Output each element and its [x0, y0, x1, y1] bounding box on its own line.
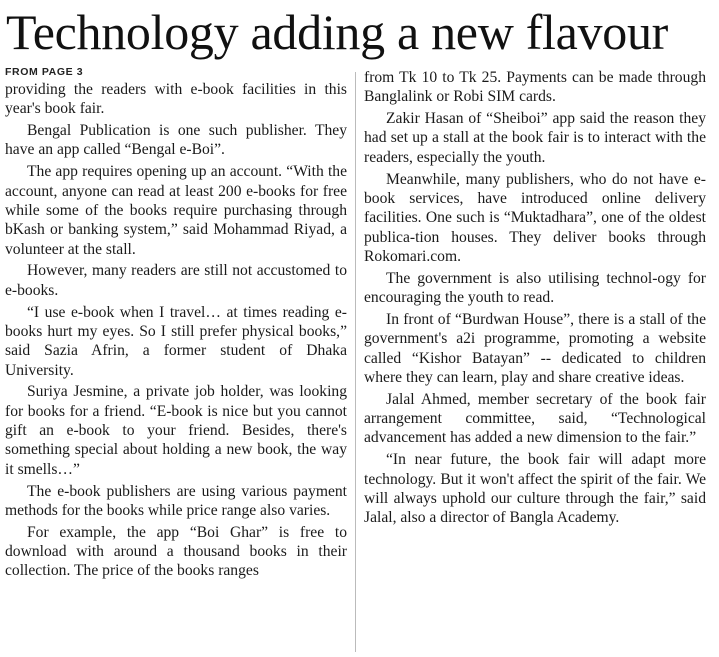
paragraph: “I use e-book when I travel… at times reading e-books hurt my eyes. So I still prefer physical books,” said Sazia Afrin, a former student of Dhaka University.	[5, 303, 347, 379]
headline: Technology adding a new flavour	[6, 4, 668, 60]
paragraph: In front of “Burdwan House”, there is a stall of the government's a2i programme, promoting a website called “Kishor Batayan” -- dedicated to children where they can learn, play and share creative ideas.	[364, 310, 706, 386]
paragraph: However, many readers are still not accustomed to e-books.	[5, 262, 347, 299]
paragraph: “In near future, the book fair will adapt more technology. But it won't affect the spirit of the fair. We will always uphold our culture through the fair,” said Jalal, also a director of Bangla Academy.	[364, 451, 706, 527]
paragraph: providing the readers with e-book facilities in this year's book fair.	[5, 81, 347, 118]
paragraph: from Tk 10 to Tk 25. Payments can be made through Banglalink or Robi SIM cards.	[364, 69, 706, 106]
article-column-right	[364, 68, 706, 530]
paragraph: Meanwhile, many publishers, who do not have e-book services, have introduced online delivery facilities. One such is “Muktadhara”, one of the oldest publica-tion houses. They deliver books through Rokomari.com.	[364, 170, 706, 265]
paragraph: The e-book publishers are using various payment methods for the books while price range also varies.	[5, 482, 347, 519]
paragraph: The government is also utilising technol-ogy for encouraging the youth to read.	[364, 269, 706, 307]
paragraph: For example, the app “Boi Ghar” is free to download with around a thousand books in their collection. The price of the books ranges	[5, 523, 347, 580]
paragraph: Jalal Ahmed, member secretary of the book fair arrangement committee, said, “Technological advancement has added a new dimension to the fair.”	[364, 390, 706, 447]
paragraph: Suriya Jesmine, a private job holder, was looking for books for a friend. “E-book is nice but you cannot gift an e-book to your friend. Besides, there's something special about holding a new book, the way it smells…”	[5, 383, 347, 478]
paragraph: The app requires opening up an account. “With the account, anyone can read at least 200 e-books for free while some of the books require purchasing through bKash or banking system,” said Mohammad Riyad, a volunteer at the stall.	[5, 163, 347, 258]
paragraph: Zakir Hasan of “Sheiboi” app said the reason they had set up a stall at the book fair is to interact with the readers, especially the youth.	[364, 110, 706, 166]
column-divider	[355, 72, 356, 652]
dateline: FROM PAGE 3	[5, 66, 84, 78]
paragraph: Bengal Publication is one such publisher. They have an app called “Bengal e-Boi”.	[5, 122, 347, 159]
article-column-left	[5, 66, 347, 583]
